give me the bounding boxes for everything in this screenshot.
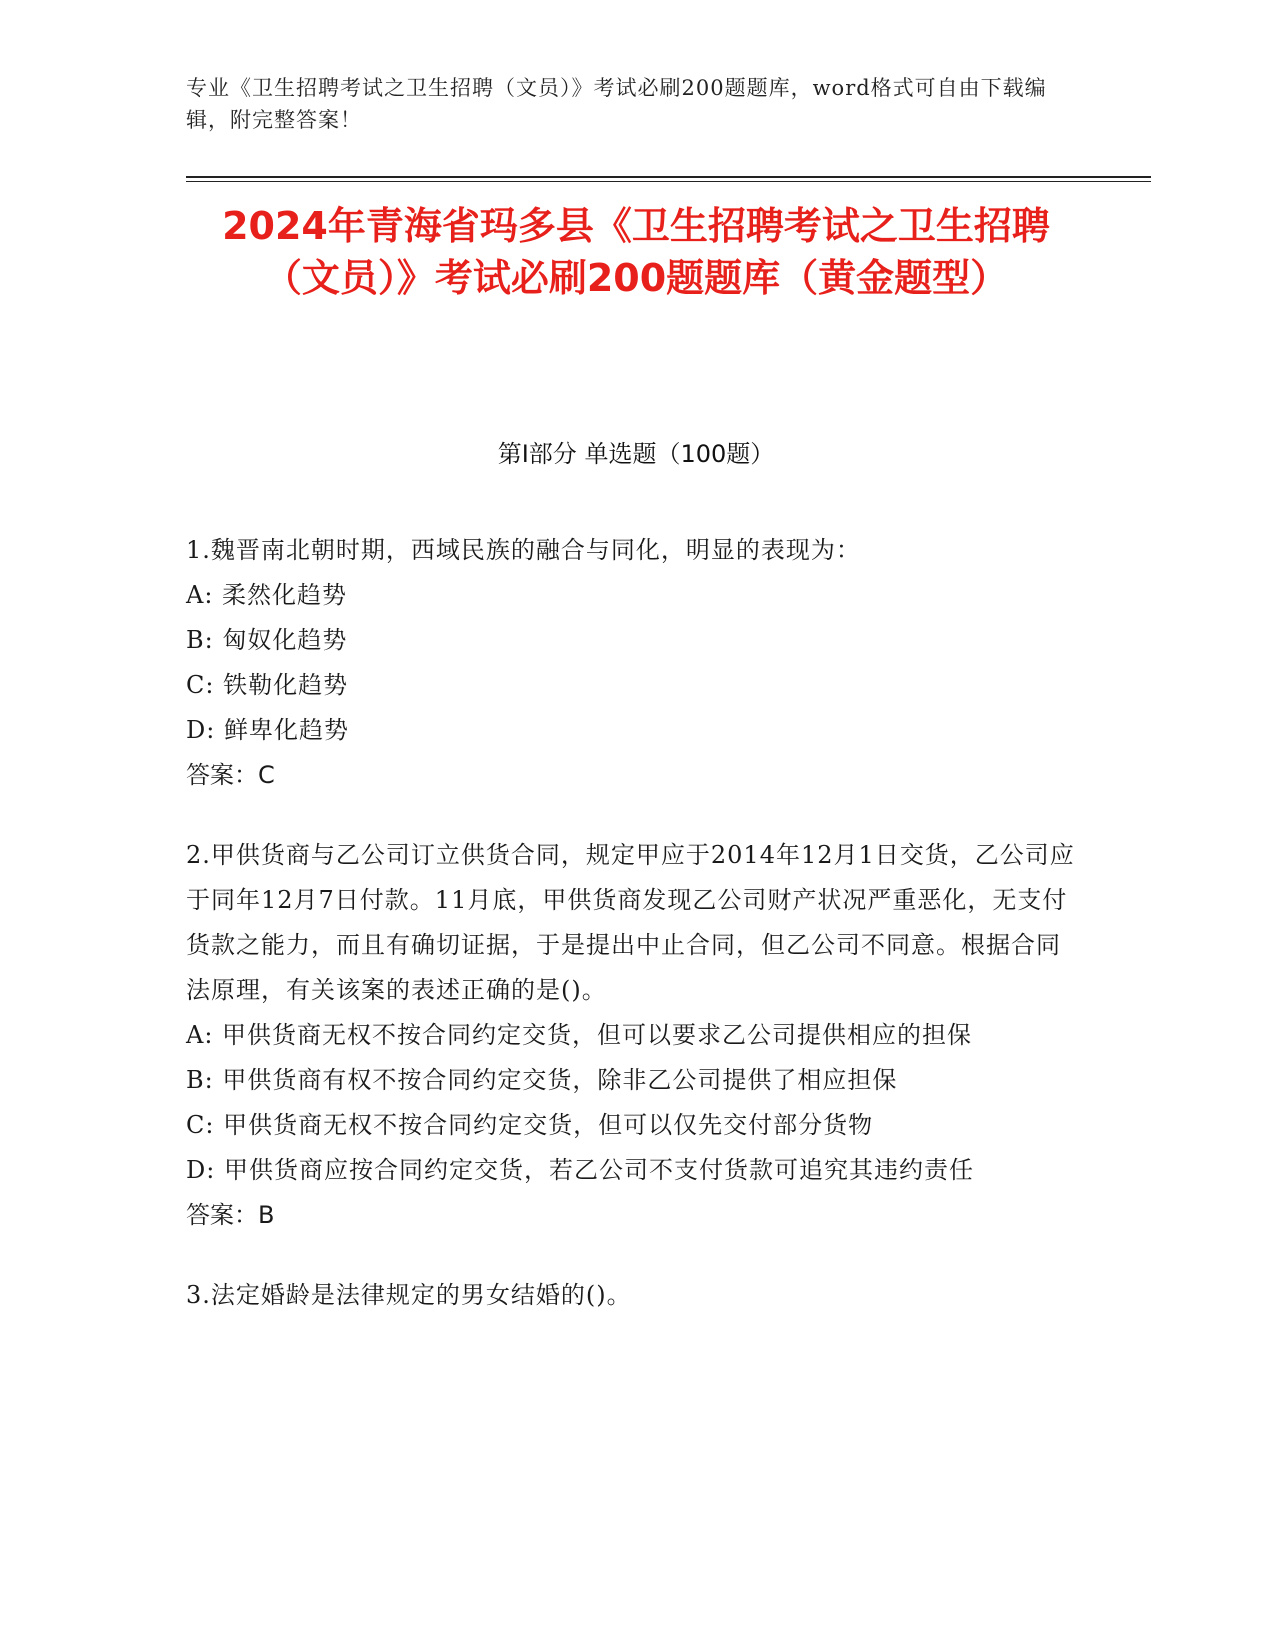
option-b: B: 匈奴化趋势	[186, 626, 348, 654]
question-2	[186, 833, 1076, 1238]
header-divider-thick	[186, 176, 1151, 178]
answer: 答案：B	[186, 1201, 275, 1229]
question-1	[186, 528, 1076, 798]
document-title: 2024年青海省玛多县《卫生招聘考试之卫生招聘（文员）》考试必刷200题题库（黄金题型）	[222, 204, 1050, 300]
question-stem: 3.法定婚龄是法律规定的男女结婚的()。	[186, 1281, 632, 1309]
section-title: 第Ⅰ部分 单选题（100题）	[497, 440, 775, 468]
option-d: D: 甲供货商应按合同约定交货，若乙公司不支付货款可追究其违约责任	[186, 1156, 974, 1184]
question-stem: 2.甲供货商与乙公司订立供货合同，规定甲应于2014年12月1日交货，乙公司应于同年12月7日付款。11月底，甲供货商发现乙公司财产状况严重恶化，无支付货款之能力，而且有确切证据，于是提出中止合同，但乙公司不同意。根据合同法原理，有关该案的表述正确的是()。	[186, 841, 1075, 1004]
header-divider-thin	[186, 181, 1151, 182]
question-stem: 1.魏晋南北朝时期，西域民族的融合与同化，明显的表现为：	[186, 536, 861, 564]
question-3	[186, 1273, 1076, 1318]
answer: 答案：C	[186, 761, 275, 789]
option-a: A: 甲供货商无权不按合同约定交货，但可以要求乙公司提供相应的担保	[186, 1021, 973, 1049]
question-list	[186, 528, 1076, 1353]
option-d: D: 鲜卑化趋势	[186, 716, 349, 744]
option-b: B: 甲供货商有权不按合同约定交货，除非乙公司提供了相应担保	[186, 1066, 898, 1094]
option-c: C: 甲供货商无权不按合同约定交货，但可以仅先交付部分货物	[186, 1111, 874, 1139]
header-note: 专业《卫生招聘考试之卫生招聘（文员）》考试必刷200题题库，word格式可自由下载编辑，附完整答案！	[186, 76, 1047, 132]
option-c: C: 铁勒化趋势	[186, 671, 349, 699]
option-a: A: 柔然化趋势	[186, 581, 348, 609]
